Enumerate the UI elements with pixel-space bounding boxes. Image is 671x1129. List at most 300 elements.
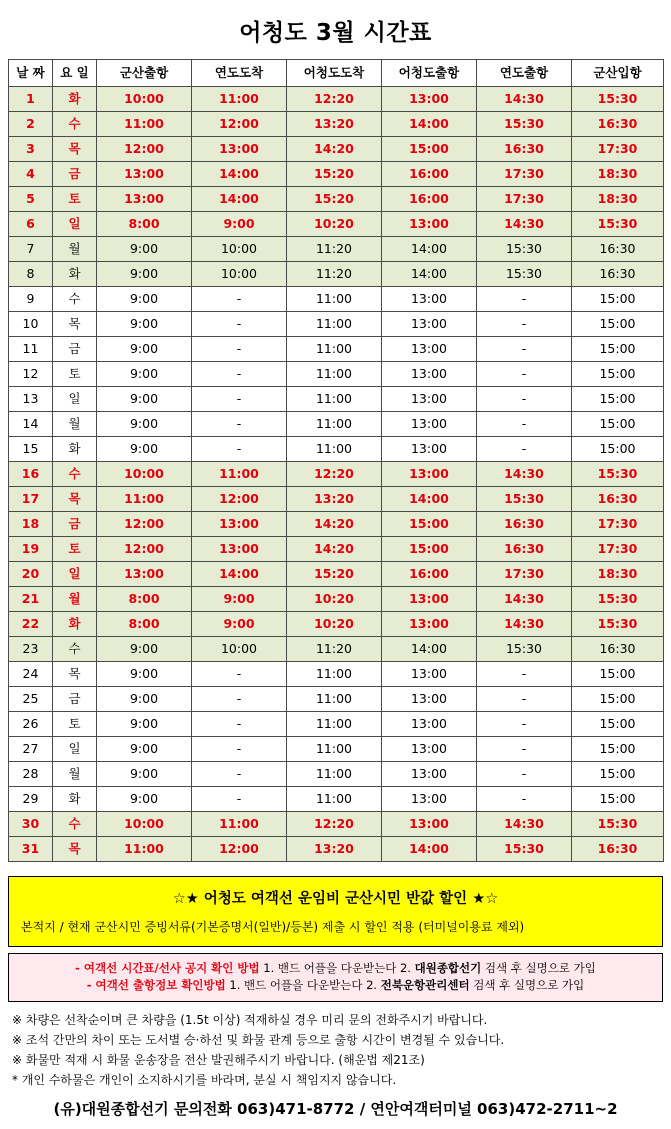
cell-yeondo-arrival: 12:00 [192, 837, 287, 862]
cell-yeondo-arrival: 9:00 [192, 212, 287, 237]
cell-gunsan-departure: 10:00 [97, 462, 192, 487]
cell-eocheongdo-departure: 14:00 [382, 637, 477, 662]
cell-date: 17 [9, 487, 53, 512]
cell-eocheongdo-arrival: 13:20 [287, 487, 382, 512]
cell-yeondo-departure: 16:30 [477, 137, 572, 162]
cell-date: 30 [9, 812, 53, 837]
cell-eocheongdo-departure: 13:00 [382, 687, 477, 712]
cell-eocheongdo-departure: 13:00 [382, 337, 477, 362]
cell-eocheongdo-arrival: 10:20 [287, 612, 382, 637]
cell-eocheongdo-arrival: 14:20 [287, 537, 382, 562]
cell-gunsan-departure: 12:00 [97, 537, 192, 562]
cell-date: 31 [9, 837, 53, 862]
table-row [9, 412, 664, 437]
table-row [9, 212, 664, 237]
table-row [9, 762, 664, 787]
cell-gunsan-arrival: 15:00 [572, 662, 664, 687]
table-row [9, 87, 664, 112]
table-row [9, 512, 664, 537]
cell-yeondo-departure: 14:30 [477, 587, 572, 612]
col-header-gunsan-arrival: 군산입항 [572, 60, 664, 87]
cell-weekday: 금 [53, 687, 97, 712]
cell-yeondo-arrival: 10:00 [192, 637, 287, 662]
cell-eocheongdo-departure: 13:00 [382, 587, 477, 612]
cell-eocheongdo-departure: 13:00 [382, 612, 477, 637]
cell-yeondo-departure: 17:30 [477, 162, 572, 187]
cell-weekday: 토 [53, 712, 97, 737]
cell-date: 3 [9, 137, 53, 162]
cell-yeondo-departure: 15:30 [477, 837, 572, 862]
cell-yeondo-arrival: 13:00 [192, 512, 287, 537]
cell-weekday: 수 [53, 287, 97, 312]
cell-weekday: 목 [53, 312, 97, 337]
table-header [9, 60, 664, 87]
band-info-line-2-keyword: 전북운항관리센터 [380, 978, 470, 992]
cell-gunsan-arrival: 15:00 [572, 412, 664, 437]
cell-yeondo-departure: 15:30 [477, 237, 572, 262]
cell-date: 1 [9, 87, 53, 112]
cell-weekday: 화 [53, 612, 97, 637]
cell-yeondo-arrival: - [192, 437, 287, 462]
footnotes [8, 1010, 663, 1090]
cell-gunsan-departure: 13:00 [97, 162, 192, 187]
cell-gunsan-departure: 10:00 [97, 812, 192, 837]
cell-date: 8 [9, 262, 53, 287]
footnote-2: ※ 조석 간만의 차이 또는 도서별 승·하선 및 화물 관계 등으로 출항 시간이 변경될 수 있습니다. [12, 1033, 505, 1047]
cell-eocheongdo-arrival: 11:00 [287, 687, 382, 712]
cell-date: 4 [9, 162, 53, 187]
cell-gunsan-departure: 11:00 [97, 487, 192, 512]
cell-eocheongdo-arrival: 11:20 [287, 237, 382, 262]
discount-headline: ☆★ 어청도 여객선 운임비 군산시민 반값 할인 ★☆ [172, 891, 499, 907]
cell-date: 2 [9, 112, 53, 137]
cell-gunsan-departure: 12:00 [97, 137, 192, 162]
table-row [9, 237, 664, 262]
cell-weekday: 금 [53, 162, 97, 187]
cell-weekday: 일 [53, 737, 97, 762]
cell-gunsan-arrival: 15:00 [572, 787, 664, 812]
cell-eocheongdo-departure: 13:00 [382, 737, 477, 762]
cell-eocheongdo-arrival: 11:00 [287, 437, 382, 462]
cell-weekday: 화 [53, 787, 97, 812]
cell-eocheongdo-arrival: 10:20 [287, 587, 382, 612]
cell-eocheongdo-departure: 16:00 [382, 187, 477, 212]
cell-gunsan-departure: 8:00 [97, 212, 192, 237]
contact-line: (유)대원종합선기 문의전화 063)471-8772 / 연안여객터미널 063)472-2711~2 [53, 1100, 618, 1118]
band-info-line-2-steps: 1. 밴드 어플을 다운받는다 2. [225, 978, 381, 992]
table-row [9, 687, 664, 712]
cell-eocheongdo-departure: 14:00 [382, 237, 477, 262]
cell-gunsan-arrival: 17:30 [572, 512, 664, 537]
cell-weekday: 목 [53, 837, 97, 862]
cell-yeondo-arrival: - [192, 762, 287, 787]
cell-weekday: 토 [53, 187, 97, 212]
cell-gunsan-arrival: 15:00 [572, 762, 664, 787]
cell-date: 6 [9, 212, 53, 237]
cell-yeondo-departure: - [477, 712, 572, 737]
table-row [9, 612, 664, 637]
cell-eocheongdo-arrival: 13:20 [287, 837, 382, 862]
table-row [9, 537, 664, 562]
cell-eocheongdo-departure: 15:00 [382, 537, 477, 562]
cell-eocheongdo-departure: 16:00 [382, 562, 477, 587]
table-row [9, 162, 664, 187]
cell-gunsan-departure: 8:00 [97, 612, 192, 637]
cell-gunsan-departure: 11:00 [97, 112, 192, 137]
cell-yeondo-arrival: - [192, 337, 287, 362]
page-title: 어청도 3월 시간표 [239, 20, 432, 46]
cell-gunsan-departure: 9:00 [97, 412, 192, 437]
cell-date: 29 [9, 787, 53, 812]
cell-yeondo-departure: - [477, 737, 572, 762]
cell-yeondo-arrival: - [192, 712, 287, 737]
table-row [9, 837, 664, 862]
cell-yeondo-arrival: 12:00 [192, 112, 287, 137]
col-header-weekday: 요 일 [53, 60, 97, 87]
cell-yeondo-departure: - [477, 337, 572, 362]
cell-yeondo-departure: - [477, 387, 572, 412]
cell-gunsan-arrival: 15:30 [572, 462, 664, 487]
cell-eocheongdo-departure: 15:00 [382, 512, 477, 537]
cell-yeondo-departure: 17:30 [477, 562, 572, 587]
table-row [9, 637, 664, 662]
cell-gunsan-departure: 8:00 [97, 587, 192, 612]
band-info-line-1-steps: 1. 밴드 어플을 다운받는다 2. [259, 961, 415, 975]
band-info-box [8, 953, 663, 1002]
cell-yeondo-departure: - [477, 362, 572, 387]
cell-yeondo-arrival: - [192, 412, 287, 437]
cell-weekday: 월 [53, 237, 97, 262]
cell-gunsan-arrival: 16:30 [572, 487, 664, 512]
cell-gunsan-departure: 9:00 [97, 437, 192, 462]
cell-yeondo-arrival: - [192, 737, 287, 762]
table-row [9, 662, 664, 687]
cell-gunsan-arrival: 15:00 [572, 337, 664, 362]
cell-date: 10 [9, 312, 53, 337]
cell-yeondo-arrival: - [192, 787, 287, 812]
cell-eocheongdo-arrival: 10:20 [287, 212, 382, 237]
col-header-yeondo-arrival: 연도도착 [192, 60, 287, 87]
cell-gunsan-arrival: 15:00 [572, 437, 664, 462]
cell-eocheongdo-departure: 13:00 [382, 712, 477, 737]
cell-eocheongdo-departure: 13:00 [382, 412, 477, 437]
cell-eocheongdo-arrival: 11:20 [287, 262, 382, 287]
cell-weekday: 월 [53, 762, 97, 787]
cell-gunsan-arrival: 15:00 [572, 712, 664, 737]
cell-gunsan-arrival: 15:00 [572, 687, 664, 712]
cell-eocheongdo-departure: 13:00 [382, 437, 477, 462]
cell-gunsan-departure: 9:00 [97, 762, 192, 787]
cell-gunsan-arrival: 15:30 [572, 612, 664, 637]
cell-eocheongdo-departure: 15:00 [382, 137, 477, 162]
cell-yeondo-arrival: - [192, 662, 287, 687]
cell-yeondo-arrival: 11:00 [192, 812, 287, 837]
table-row [9, 112, 664, 137]
header-row [9, 60, 664, 87]
cell-weekday: 월 [53, 587, 97, 612]
cell-gunsan-arrival: 17:30 [572, 137, 664, 162]
cell-gunsan-departure: 9:00 [97, 637, 192, 662]
cell-gunsan-departure: 9:00 [97, 687, 192, 712]
cell-weekday: 금 [53, 512, 97, 537]
cell-gunsan-departure: 9:00 [97, 237, 192, 262]
cell-weekday: 화 [53, 437, 97, 462]
cell-yeondo-departure: 16:30 [477, 537, 572, 562]
cell-yeondo-arrival: 13:00 [192, 537, 287, 562]
cell-weekday: 목 [53, 662, 97, 687]
cell-eocheongdo-arrival: 12:20 [287, 812, 382, 837]
cell-date: 23 [9, 637, 53, 662]
cell-yeondo-arrival: 14:00 [192, 562, 287, 587]
cell-eocheongdo-arrival: 11:20 [287, 637, 382, 662]
cell-gunsan-departure: 13:00 [97, 187, 192, 212]
cell-gunsan-arrival: 15:00 [572, 312, 664, 337]
cell-yeondo-departure: 15:30 [477, 112, 572, 137]
table-row [9, 137, 664, 162]
table-row [9, 812, 664, 837]
cell-eocheongdo-arrival: 11:00 [287, 287, 382, 312]
cell-eocheongdo-arrival: 15:20 [287, 187, 382, 212]
cell-gunsan-departure: 9:00 [97, 312, 192, 337]
col-header-eocheongdo-departure: 어청도출항 [382, 60, 477, 87]
cell-eocheongdo-arrival: 11:00 [287, 412, 382, 437]
table-row [9, 262, 664, 287]
table-row [9, 587, 664, 612]
cell-yeondo-arrival: 11:00 [192, 462, 287, 487]
cell-date: 14 [9, 412, 53, 437]
cell-weekday: 수 [53, 637, 97, 662]
band-info-line-2-tail: 검색 후 실명으로 가입 [469, 978, 585, 992]
cell-gunsan-departure: 9:00 [97, 262, 192, 287]
cell-yeondo-departure: 14:30 [477, 462, 572, 487]
cell-eocheongdo-departure: 13:00 [382, 87, 477, 112]
cell-eocheongdo-departure: 13:00 [382, 362, 477, 387]
cell-yeondo-departure: - [477, 287, 572, 312]
cell-date: 16 [9, 462, 53, 487]
cell-gunsan-arrival: 15:30 [572, 87, 664, 112]
cell-yeondo-arrival: 14:00 [192, 162, 287, 187]
cell-eocheongdo-arrival: 15:20 [287, 162, 382, 187]
cell-yeondo-departure: 15:30 [477, 637, 572, 662]
cell-date: 18 [9, 512, 53, 537]
cell-eocheongdo-departure: 16:00 [382, 162, 477, 187]
cell-yeondo-arrival: - [192, 312, 287, 337]
cell-yeondo-arrival: 14:00 [192, 187, 287, 212]
cell-eocheongdo-departure: 13:00 [382, 287, 477, 312]
table-body [9, 87, 664, 862]
cell-eocheongdo-departure: 14:00 [382, 112, 477, 137]
cell-gunsan-arrival: 15:30 [572, 212, 664, 237]
cell-date: 5 [9, 187, 53, 212]
band-info-line-2 [19, 977, 652, 994]
table-row [9, 487, 664, 512]
cell-date: 9 [9, 287, 53, 312]
cell-eocheongdo-arrival: 14:20 [287, 137, 382, 162]
table-row [9, 787, 664, 812]
cell-gunsan-arrival: 15:00 [572, 362, 664, 387]
cell-gunsan-arrival: 18:30 [572, 162, 664, 187]
discount-notice-box [8, 876, 663, 947]
cell-yeondo-departure: - [477, 787, 572, 812]
band-info-line-1-tail: 검색 후 실명으로 가입 [481, 961, 596, 975]
cell-yeondo-departure: - [477, 687, 572, 712]
band-info-line-1-label: - 여객선 시간표/선사 공지 확인 방법 [75, 961, 260, 975]
cell-eocheongdo-departure: 13:00 [382, 762, 477, 787]
cell-gunsan-arrival: 16:30 [572, 637, 664, 662]
band-info-line-2-label: - 여객선 출항정보 확인방법 [86, 978, 226, 992]
table-row [9, 387, 664, 412]
cell-eocheongdo-departure: 13:00 [382, 787, 477, 812]
col-header-date: 날 짜 [9, 60, 53, 87]
cell-eocheongdo-departure: 13:00 [382, 662, 477, 687]
cell-yeondo-departure: - [477, 437, 572, 462]
col-header-eocheongdo-arrival: 어청도도착 [287, 60, 382, 87]
cell-yeondo-arrival: - [192, 362, 287, 387]
cell-eocheongdo-departure: 13:00 [382, 812, 477, 837]
cell-date: 24 [9, 662, 53, 687]
col-header-gunsan-departure: 군산출항 [97, 60, 192, 87]
cell-yeondo-departure: 14:30 [477, 212, 572, 237]
cell-eocheongdo-arrival: 13:20 [287, 112, 382, 137]
table-row [9, 437, 664, 462]
cell-eocheongdo-departure: 14:00 [382, 487, 477, 512]
cell-weekday: 토 [53, 537, 97, 562]
cell-gunsan-arrival: 15:00 [572, 287, 664, 312]
cell-date: 12 [9, 362, 53, 387]
cell-date: 27 [9, 737, 53, 762]
cell-yeondo-arrival: 12:00 [192, 487, 287, 512]
cell-yeondo-departure: 15:30 [477, 262, 572, 287]
cell-yeondo-arrival: 13:00 [192, 137, 287, 162]
cell-gunsan-arrival: 18:30 [572, 187, 664, 212]
cell-gunsan-departure: 9:00 [97, 712, 192, 737]
cell-yeondo-departure: 15:30 [477, 487, 572, 512]
cell-yeondo-departure: 16:30 [477, 512, 572, 537]
cell-gunsan-departure: 12:00 [97, 512, 192, 537]
cell-gunsan-arrival: 16:30 [572, 112, 664, 137]
cell-yeondo-arrival: 10:00 [192, 262, 287, 287]
cell-weekday: 목 [53, 487, 97, 512]
cell-weekday: 화 [53, 262, 97, 287]
cell-yeondo-arrival: - [192, 387, 287, 412]
cell-yeondo-departure: - [477, 412, 572, 437]
cell-date: 25 [9, 687, 53, 712]
cell-eocheongdo-arrival: 11:00 [287, 737, 382, 762]
cell-eocheongdo-arrival: 11:00 [287, 662, 382, 687]
band-info-line-1 [19, 960, 652, 977]
cell-date: 13 [9, 387, 53, 412]
table-row [9, 287, 664, 312]
cell-gunsan-arrival: 18:30 [572, 562, 664, 587]
cell-eocheongdo-arrival: 12:20 [287, 87, 382, 112]
cell-weekday: 수 [53, 462, 97, 487]
cell-gunsan-departure: 11:00 [97, 837, 192, 862]
cell-yeondo-departure: - [477, 312, 572, 337]
cell-eocheongdo-departure: 14:00 [382, 837, 477, 862]
table-row [9, 337, 664, 362]
footnote-1: ※ 차량은 선착순이며 큰 차량을 (1.5t 이상) 적재하실 경우 미리 문의 전화주시기 바랍니다. [12, 1013, 488, 1027]
table-row [9, 462, 664, 487]
table-row [9, 187, 664, 212]
cell-yeondo-arrival: - [192, 687, 287, 712]
cell-eocheongdo-arrival: 11:00 [287, 712, 382, 737]
cell-yeondo-arrival: 9:00 [192, 612, 287, 637]
cell-eocheongdo-arrival: 11:00 [287, 362, 382, 387]
cell-date: 19 [9, 537, 53, 562]
cell-eocheongdo-arrival: 14:20 [287, 512, 382, 537]
cell-eocheongdo-departure: 13:00 [382, 312, 477, 337]
cell-yeondo-arrival: - [192, 287, 287, 312]
cell-gunsan-departure: 9:00 [97, 337, 192, 362]
cell-eocheongdo-departure: 13:00 [382, 212, 477, 237]
cell-gunsan-departure: 9:00 [97, 287, 192, 312]
cell-weekday: 일 [53, 387, 97, 412]
cell-date: 26 [9, 712, 53, 737]
cell-weekday: 토 [53, 362, 97, 387]
cell-weekday: 일 [53, 212, 97, 237]
table-row [9, 737, 664, 762]
cell-gunsan-arrival: 16:30 [572, 237, 664, 262]
cell-eocheongdo-arrival: 11:00 [287, 787, 382, 812]
cell-gunsan-arrival: 16:30 [572, 262, 664, 287]
cell-eocheongdo-departure: 14:00 [382, 262, 477, 287]
cell-gunsan-departure: 9:00 [97, 787, 192, 812]
cell-eocheongdo-arrival: 12:20 [287, 462, 382, 487]
cell-gunsan-departure: 9:00 [97, 737, 192, 762]
col-header-yeondo-departure: 연도출항 [477, 60, 572, 87]
cell-eocheongdo-arrival: 11:00 [287, 337, 382, 362]
cell-yeondo-arrival: 9:00 [192, 587, 287, 612]
cell-date: 22 [9, 612, 53, 637]
cell-yeondo-arrival: 11:00 [192, 87, 287, 112]
cell-gunsan-departure: 9:00 [97, 662, 192, 687]
cell-gunsan-arrival: 16:30 [572, 837, 664, 862]
discount-detail: 본적지 / 현재 군산시민 증빙서류(기본증명서(일반)/등본) 제출 시 할인 적용 (터미널이용료 제외) [21, 920, 525, 934]
table-row [9, 312, 664, 337]
cell-yeondo-departure: - [477, 762, 572, 787]
cell-gunsan-arrival: 17:30 [572, 537, 664, 562]
cell-yeondo-departure: 14:30 [477, 87, 572, 112]
cell-weekday: 금 [53, 337, 97, 362]
cell-gunsan-arrival: 15:00 [572, 387, 664, 412]
cell-yeondo-departure: 14:30 [477, 812, 572, 837]
footnote-4: * 개인 수하물은 개인이 소지하시기를 바라며, 분실 시 책임지지 않습니다. [12, 1073, 397, 1087]
cell-date: 7 [9, 237, 53, 262]
cell-date: 15 [9, 437, 53, 462]
table-row [9, 712, 664, 737]
cell-gunsan-departure: 9:00 [97, 362, 192, 387]
cell-date: 28 [9, 762, 53, 787]
cell-eocheongdo-departure: 13:00 [382, 462, 477, 487]
cell-date: 11 [9, 337, 53, 362]
cell-date: 20 [9, 562, 53, 587]
cell-eocheongdo-arrival: 15:20 [287, 562, 382, 587]
cell-gunsan-departure: 10:00 [97, 87, 192, 112]
cell-date: 21 [9, 587, 53, 612]
cell-gunsan-departure: 9:00 [97, 387, 192, 412]
cell-eocheongdo-arrival: 11:00 [287, 762, 382, 787]
cell-gunsan-departure: 13:00 [97, 562, 192, 587]
cell-eocheongdo-arrival: 11:00 [287, 312, 382, 337]
cell-gunsan-arrival: 15:30 [572, 587, 664, 612]
cell-weekday: 수 [53, 112, 97, 137]
cell-gunsan-arrival: 15:00 [572, 737, 664, 762]
cell-weekday: 화 [53, 87, 97, 112]
cell-yeondo-departure: 17:30 [477, 187, 572, 212]
cell-weekday: 월 [53, 412, 97, 437]
cell-eocheongdo-arrival: 11:00 [287, 387, 382, 412]
table-row [9, 562, 664, 587]
